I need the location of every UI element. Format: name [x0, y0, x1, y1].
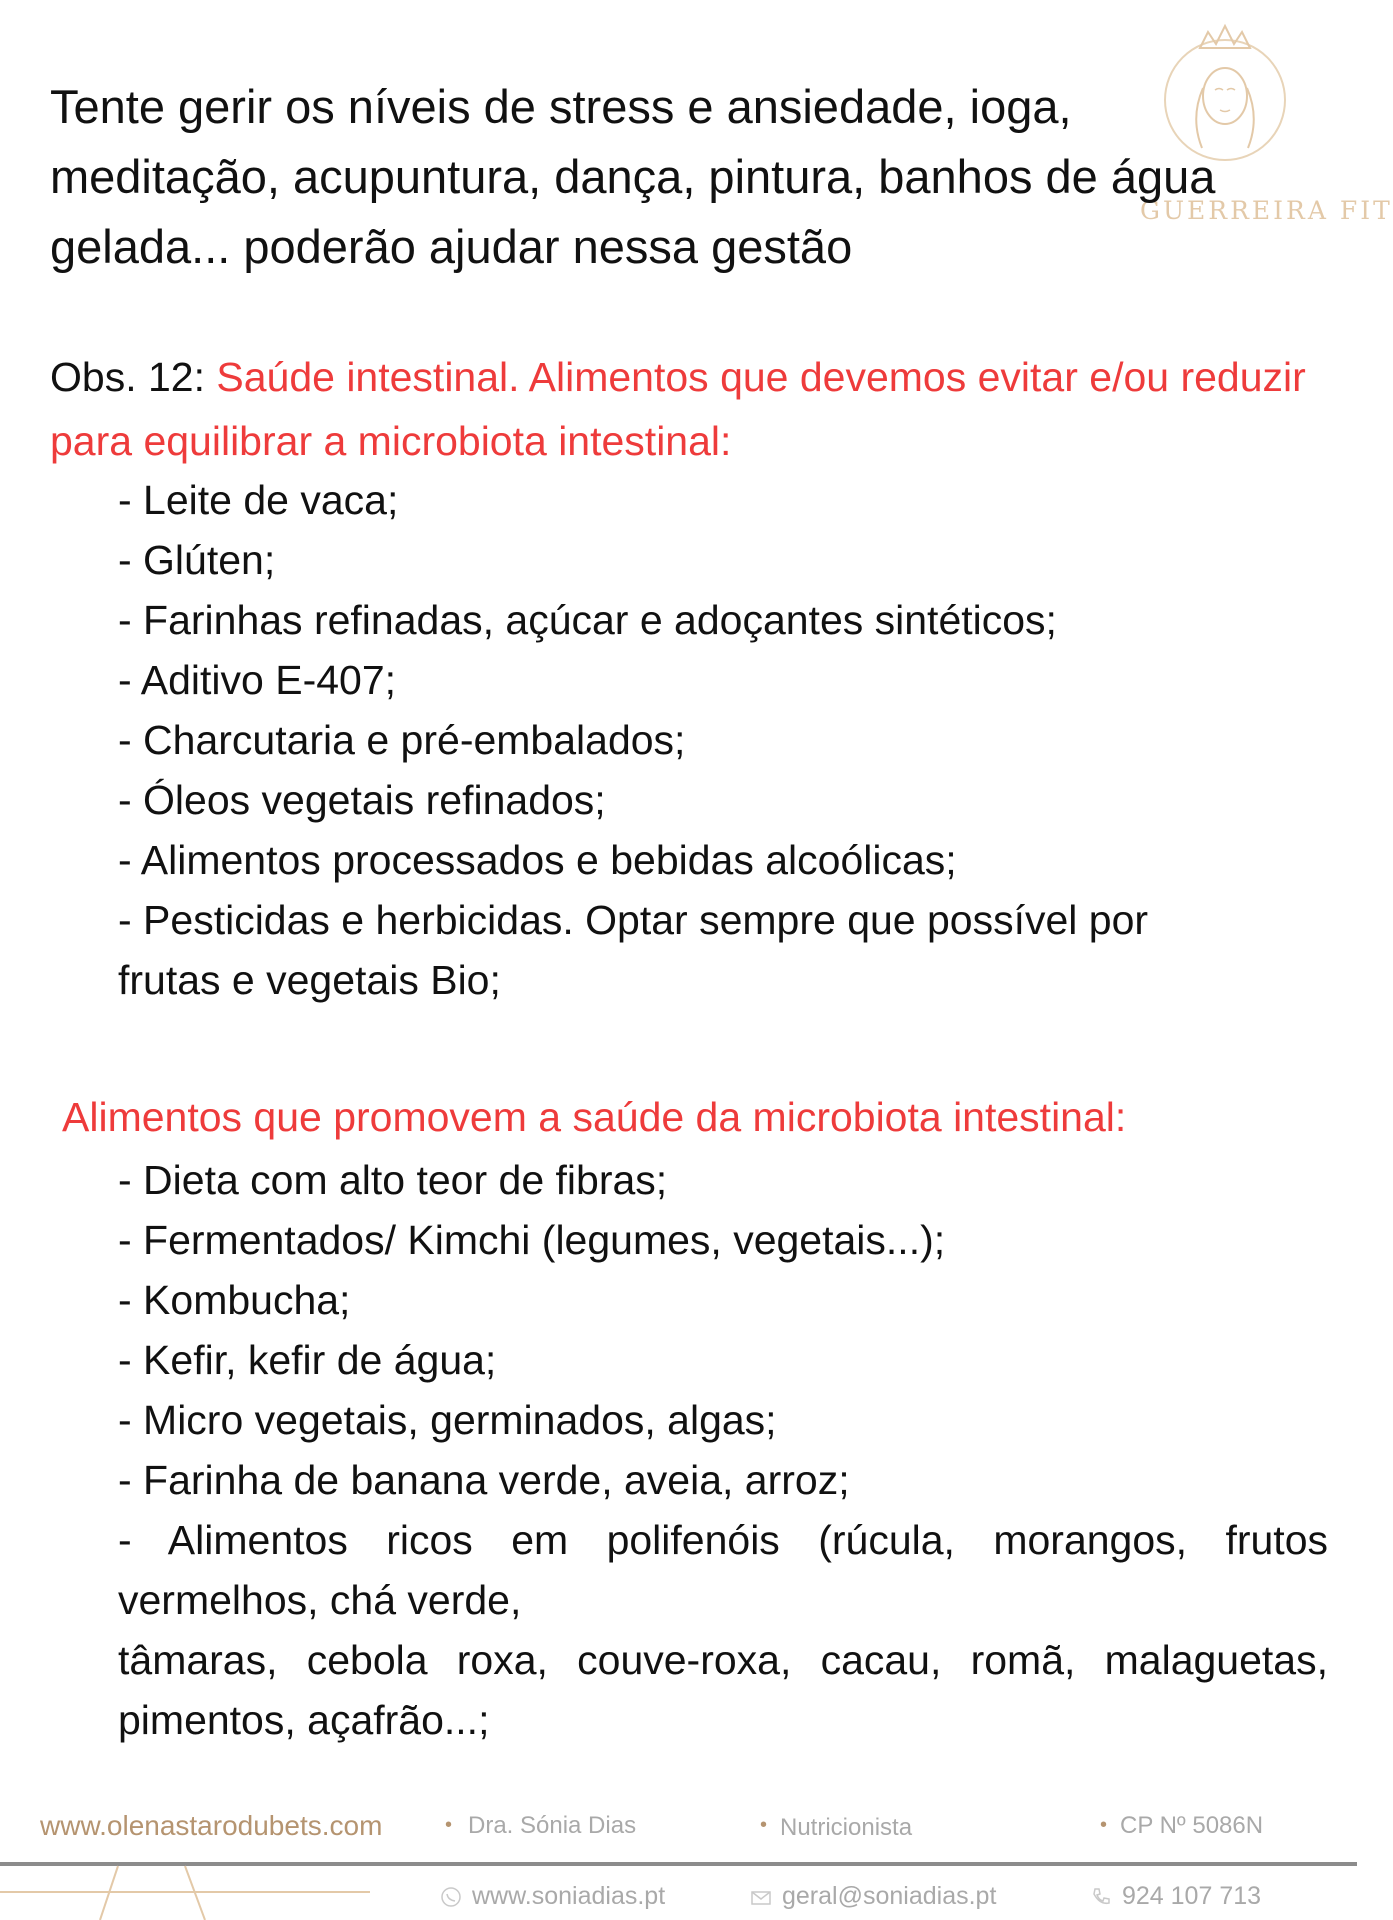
site-contact[interactable] — [440, 1882, 665, 1911]
list-item: - Micro vegetais, germinados, algas; — [118, 1397, 777, 1443]
cp-number: CP Nº 5086N — [1120, 1812, 1264, 1839]
email-link[interactable]: geral@soniadias.pt — [782, 1882, 997, 1910]
website-link[interactable]: www.olenastarodubets.com — [40, 1810, 383, 1841]
list-item: - Pesticidas e herbicidas. Optar sempre que possível por frutas e vegetais Bio; — [118, 897, 1149, 1003]
promote-foods-list — [118, 1150, 1328, 1750]
bullet-icon: • — [445, 1814, 453, 1836]
list-item: - Glúten; — [118, 537, 276, 583]
obs-12-label: Obs. 12: — [50, 354, 217, 400]
whatsapp-icon — [440, 1886, 462, 1908]
intro-paragraph: Tente gerir os níveis de stress e ansiedade, ioga, meditação, acupuntura, dança, pintura, banhos de água gelada... poderão ajudar nessa gestão — [50, 80, 1216, 273]
obs-12-heading — [50, 345, 1330, 473]
bullet-icon: • — [1100, 1814, 1108, 1836]
list-item: - Charcutaria e pré-embalados; — [118, 717, 686, 763]
list-item: - Dieta com alto teor de fibras; — [118, 1157, 668, 1203]
phone-contact[interactable] — [1090, 1882, 1261, 1911]
email-contact[interactable] — [750, 1882, 996, 1911]
site-link[interactable]: www.soniadias.pt — [472, 1882, 666, 1910]
list-item: tâmaras, cebola roxa, couve-roxa, cacau, romã, malaguetas, pimentos, açafrão...; — [118, 1637, 1328, 1743]
promote-foods-heading: Alimentos que promovem a saúde da microbiota intestinal: — [62, 1094, 1127, 1140]
list-item: - Kombucha; — [118, 1277, 351, 1323]
obs-12-title: Saúde intestinal. Alimentos que devemos evitar e/ou reduzir para equilibrar a microbiota intestinal: — [50, 354, 1306, 464]
list-item: - Alimentos processados e bebidas alcoólicas; — [118, 837, 957, 883]
list-item: - Aditivo E-407; — [118, 657, 397, 703]
logo-text: GUERREIRA FIT — [1140, 196, 1393, 225]
list-item: - Óleos vegetais refinados; — [118, 777, 606, 823]
footer-info-row — [0, 1810, 1357, 1850]
footer-contact-row — [0, 1882, 1357, 1918]
doctor-role: Nutricionista — [780, 1814, 913, 1841]
bullet-icon: • — [760, 1814, 768, 1836]
avoid-foods-list — [118, 470, 1328, 1010]
list-item: - Leite de vaca; — [118, 477, 399, 523]
list-item: - Alimentos ricos em polifenóis (rúcula, morangos, frutos vermelhos, chá verde, — [118, 1517, 1328, 1623]
phone-icon — [1090, 1886, 1112, 1908]
phone-number[interactable]: 924 107 713 — [1122, 1882, 1262, 1910]
mail-icon — [750, 1886, 772, 1908]
list-item: - Farinhas refinadas, açúcar e adoçantes sintéticos; — [118, 597, 1057, 643]
doctor-name: Dra. Sónia Dias — [468, 1812, 637, 1839]
list-item: - Fermentados/ Kimchi (legumes, vegetais...); — [118, 1217, 946, 1263]
list-item: - Kefir, kefir de água; — [118, 1337, 497, 1383]
list-item: - Farinha de banana verde, aveia, arroz; — [118, 1457, 850, 1503]
